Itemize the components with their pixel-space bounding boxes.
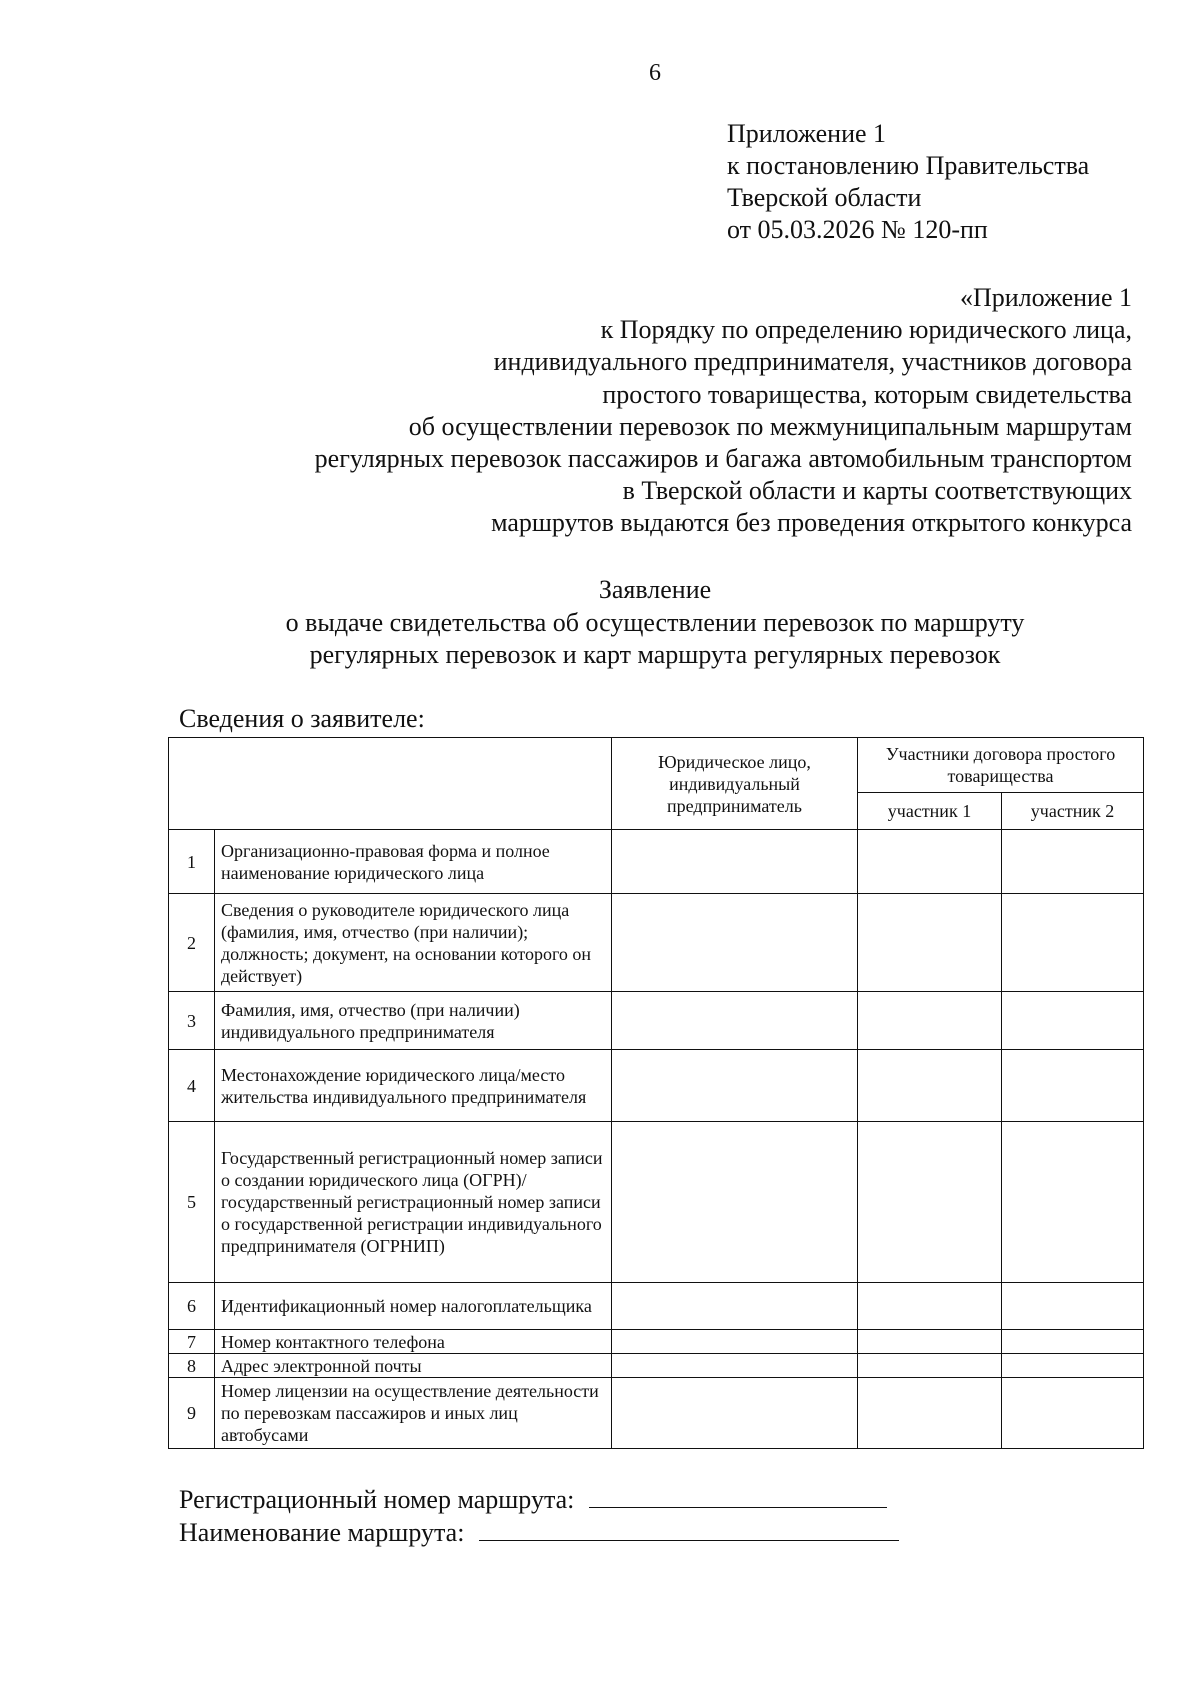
legal-entity-input-cell[interactable] — [612, 1283, 858, 1330]
route-reg-number-line — [179, 1483, 887, 1515]
route-reg-number-label: Регистрационный номер маршрута: — [179, 1485, 575, 1514]
row-number: 6 — [169, 1283, 215, 1330]
route-name-field[interactable] — [479, 1516, 899, 1541]
legal-entity-input-cell[interactable] — [612, 992, 858, 1050]
statement-heading — [0, 574, 1200, 672]
table-row — [169, 1330, 1144, 1354]
row-label: Номер контактного телефона — [215, 1330, 612, 1354]
participant-1-input-cell[interactable] — [858, 1050, 1002, 1122]
page-number: 6 — [649, 60, 661, 86]
table-row — [169, 1354, 1144, 1378]
row-number: 3 — [169, 992, 215, 1050]
legal-entity-input-cell[interactable] — [612, 1330, 858, 1354]
row-label: Сведения о руководителе юридического лица (фамилия, имя, отчество (при наличии); должность; документ, на основании которого он действует) — [215, 894, 612, 992]
annex-order-line: к Порядку по определению юридического лица, — [600, 315, 1132, 345]
table-row — [169, 1283, 1144, 1330]
header-participant-1: участник 1 — [858, 793, 1002, 830]
participant-2-input-cell[interactable] — [1002, 992, 1144, 1050]
applicant-info-table — [168, 737, 1144, 1449]
legal-entity-input-cell[interactable] — [612, 1122, 858, 1283]
participant-2-input-cell[interactable] — [1002, 1354, 1144, 1378]
annex-order-block — [315, 282, 1132, 540]
participant-1-input-cell[interactable] — [858, 992, 1002, 1050]
annex-order-line: в Тверской области и карты соответствующих — [622, 476, 1132, 506]
annex-order-line: индивидуального предпринимателя, участников договора — [493, 347, 1132, 377]
participant-1-input-cell[interactable] — [858, 1283, 1002, 1330]
annex-main-line: к постановлению Правительства — [727, 151, 1090, 180]
row-number: 7 — [169, 1330, 215, 1354]
row-label: Местонахождение юридического лица/место жительства индивидуального предпринимателя — [215, 1050, 612, 1122]
statement-subtitle-line: о выдаче свидетельства об осуществлении перевозок по маршруту — [285, 607, 1025, 637]
participant-2-input-cell[interactable] — [1002, 1050, 1144, 1122]
legal-entity-input-cell[interactable] — [612, 1050, 858, 1122]
table-row — [169, 1378, 1144, 1449]
row-number: 5 — [169, 1122, 215, 1283]
annex-order-line: «Приложение 1 — [959, 283, 1132, 312]
row-number: 1 — [169, 830, 215, 894]
header-participants: Участники договора простого товарищества — [858, 738, 1144, 793]
row-number: 2 — [169, 894, 215, 992]
header-legal-entity: Юридическое лицо, индивидуальный предприниматель — [612, 738, 858, 830]
participant-1-input-cell[interactable] — [858, 894, 1002, 992]
row-label: Фамилия, имя, отчество (при наличии) индивидуального предпринимателя — [215, 992, 612, 1050]
row-label: Организационно-правовая форма и полное наименование юридического лица — [215, 830, 612, 894]
statement-subtitle-line: регулярных перевозок и карт маршрута регулярных перевозок — [309, 640, 1001, 669]
legal-entity-input-cell[interactable] — [612, 1378, 858, 1449]
route-reg-number-field[interactable] — [589, 1483, 887, 1508]
participant-1-input-cell[interactable] — [858, 1378, 1002, 1449]
legal-entity-input-cell[interactable] — [612, 1354, 858, 1378]
applicant-info-label: Сведения о заявителе: — [179, 704, 425, 733]
row-number: 4 — [169, 1050, 215, 1122]
table-row — [169, 830, 1144, 894]
header-empty-cell — [169, 738, 612, 830]
annex-main-line: Приложение 1 — [727, 119, 887, 148]
annex-main-line: Тверской области — [727, 183, 922, 212]
table-row — [169, 1122, 1144, 1283]
table-row — [169, 992, 1144, 1050]
row-label: Идентификационный номер налогоплательщика — [215, 1283, 612, 1330]
participant-1-input-cell[interactable] — [858, 830, 1002, 894]
route-name-line — [179, 1516, 899, 1548]
table-row — [169, 1050, 1144, 1122]
participant-1-input-cell[interactable] — [858, 1122, 1002, 1283]
annex-order-line: простого товарищества, которым свидетельства — [602, 379, 1132, 409]
legal-entity-input-cell[interactable] — [612, 894, 858, 992]
table-header-row — [169, 738, 1144, 793]
participant-2-input-cell[interactable] — [1002, 1330, 1144, 1354]
annex-main-block — [727, 118, 1089, 246]
annex-order-line: маршрутов выдаются без проведения открытого конкурса — [491, 508, 1132, 538]
participant-2-input-cell[interactable] — [1002, 894, 1144, 992]
annex-order-line: регулярных перевозок пассажиров и багажа автомобильным транспортом — [314, 444, 1132, 474]
row-label: Адрес электронной почты — [215, 1354, 612, 1378]
participant-2-input-cell[interactable] — [1002, 830, 1144, 894]
header-participant-2: участник 2 — [1002, 793, 1144, 830]
row-label: Государственный регистрационный номер записи о создании юридического лица (ОГРН)/ государственный регистрационный номер записи о государственной регистрации индивидуального предпринимателя (ОГРНИП) — [215, 1122, 612, 1283]
participant-2-input-cell[interactable] — [1002, 1122, 1144, 1283]
row-number: 9 — [169, 1378, 215, 1449]
route-name-label: Наименование маршрута: — [179, 1518, 465, 1547]
participant-1-input-cell[interactable] — [858, 1354, 1002, 1378]
participant-1-input-cell[interactable] — [858, 1330, 1002, 1354]
row-label: Номер лицензии на осуществление деятельности по перевозкам пассажиров и иных лиц автобусами — [215, 1378, 612, 1449]
participant-2-input-cell[interactable] — [1002, 1283, 1144, 1330]
annex-order-line: об осуществлении перевозок по межмуниципальным маршрутам — [408, 411, 1132, 441]
table-row — [169, 894, 1144, 992]
participant-2-input-cell[interactable] — [1002, 1378, 1144, 1449]
legal-entity-input-cell[interactable] — [612, 830, 858, 894]
row-number: 8 — [169, 1354, 215, 1378]
annex-main-line: от 05.03.2026 № 120-пп — [727, 215, 988, 244]
statement-title: Заявление — [598, 575, 712, 604]
